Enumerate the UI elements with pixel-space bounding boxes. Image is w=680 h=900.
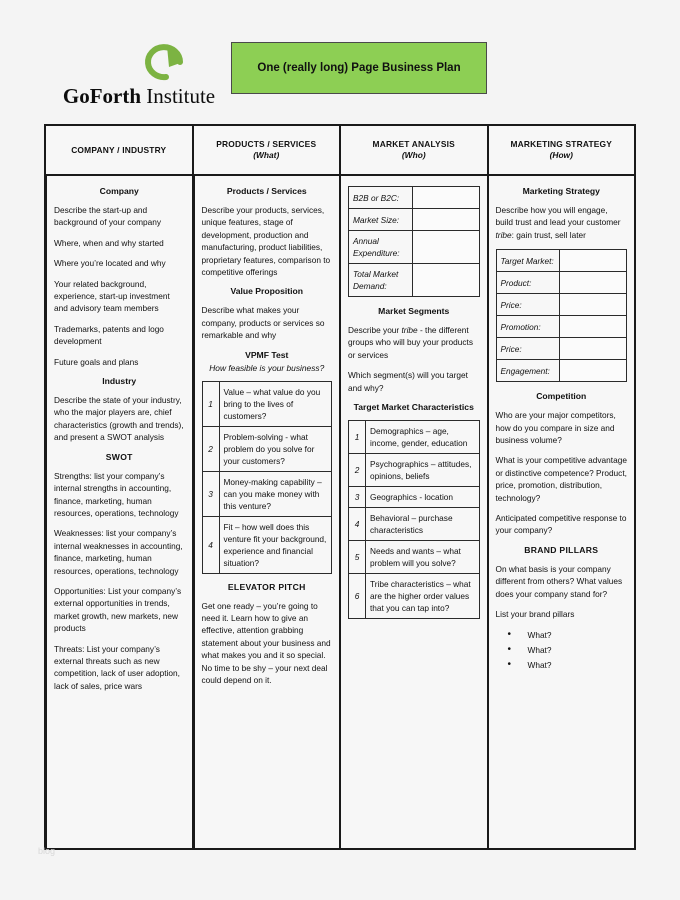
table-row [349, 487, 480, 508]
section-heading-elevator-pitch: ELEVATOR PITCH [227, 581, 306, 592]
body-text: Trademarks, patents and logo development [54, 323, 164, 347]
section-heading-value-proposition: Value Proposition [230, 286, 304, 297]
row-text: Value – what value do you bring to the lives of customers? [219, 381, 332, 426]
table-row [202, 426, 332, 471]
section-heading-marketing-strategy: Marketing Strategy [522, 186, 600, 196]
section-heading-vpmf-test: VPMF Test [245, 349, 289, 360]
row-number: 3 [202, 471, 219, 516]
list-item: • What? [508, 658, 628, 673]
body-text: Future goals and plans [54, 356, 139, 367]
body-text: Who are your major competitors, how do you compare in size and business volume? [495, 410, 616, 446]
field-value-annual-expenditure[interactable] [412, 231, 479, 264]
body-text: Where, when and why started [54, 237, 164, 248]
list-item: • What? [508, 643, 628, 658]
plan-grid [44, 124, 636, 850]
field-row [496, 294, 627, 316]
row-number: 2 [202, 426, 219, 471]
body-text: Anticipated competitive response to your company? [495, 513, 627, 536]
field-row [496, 316, 627, 338]
column-market-analysis [341, 126, 489, 848]
row-text: Needs and wants – what problem will you solve? [366, 541, 480, 574]
field-label: Price: [496, 338, 560, 360]
row-number: 5 [349, 541, 366, 574]
field-row [349, 187, 480, 209]
field-label: Promotion: [496, 316, 560, 338]
body-text: Opportunities: List your company’s external opportunities in trends, market growth, new markets, new products [54, 585, 182, 634]
field-label: Engagement: [496, 360, 560, 382]
row-number: 4 [202, 516, 219, 573]
table-row [202, 471, 332, 516]
field-value-price-2[interactable] [560, 338, 627, 360]
section-heading-industry: Industry [102, 376, 137, 387]
body-text: Describe the start-up and background of your company [54, 205, 162, 228]
row-number: 3 [349, 487, 366, 508]
body-text: Get one ready – you’re going to need it. Learn how to give an effective, attention grabbing statement about your business and what makes you and it so special. No time to be shy – your next deal could depend on it. [201, 600, 331, 686]
section-heading-company: Company [99, 186, 139, 196]
body-text: Describe the state of your industry, who the major players are, chief characteristics (growth and trends), and present a SWOT analysis [54, 395, 184, 443]
field-value-b2b-or-b2c[interactable] [412, 187, 479, 209]
row-number: 1 [349, 421, 366, 454]
row-text: Behavioral – purchase characteristics [366, 508, 480, 541]
field-label: Price: [496, 294, 560, 316]
section-heading-brand-pillars: BRAND PILLARS [524, 544, 599, 555]
field-value-target-market[interactable] [560, 250, 627, 272]
field-label: B2B or B2C: [349, 187, 413, 209]
field-row [496, 250, 627, 272]
brand-name [44, 84, 234, 109]
body-text: Where you’re located and why [54, 258, 166, 269]
column-header-products-services [194, 126, 340, 176]
column-title: MARKETING STRATEGY [510, 139, 613, 149]
brand-pillars-list [496, 628, 628, 673]
page-title: One (really long) Page Business Plan [257, 62, 461, 74]
table-row [202, 516, 332, 573]
vpmf-table [202, 381, 333, 574]
table-row [349, 421, 480, 454]
list-item: • What? [508, 628, 628, 643]
brand-name-bold: GoForth [62, 84, 142, 108]
field-row [496, 338, 627, 360]
field-row [349, 264, 480, 297]
row-number: 4 [349, 508, 366, 541]
column-body-company-industry [46, 176, 192, 848]
field-value-price[interactable] [560, 294, 627, 316]
row-text: Problem-solving - what problem do you solve for your customers? [219, 426, 332, 471]
body-text: Threats: List your company’s external threats such as new competition, lack of user adoption, lack of sales, price wars [54, 643, 180, 691]
marketing-mix-fields [496, 249, 628, 382]
section-heading-competition: Competition [536, 391, 587, 402]
row-text: Demographics – age, income, gender, education [366, 421, 480, 454]
section-heading-products-services: Products / Services [226, 186, 307, 196]
row-text: Tribe characteristics – what are the higher order values that you can tap into? [366, 574, 480, 619]
field-row [496, 360, 627, 382]
field-row [349, 209, 480, 231]
page-header [0, 0, 680, 120]
body-text: Describe your products, services, unique features, stage of development, production and manufacturing, product liabilities, proprietary features, comparison to competitive offerings [201, 205, 331, 278]
column-body-market-analysis [341, 176, 487, 848]
body-text: List your brand pillars [495, 609, 575, 620]
column-body-marketing-strategy [489, 176, 635, 848]
column-subtitle: (Who) [401, 150, 426, 160]
row-number: 1 [202, 381, 219, 426]
market-analysis-fields [348, 186, 480, 297]
green-circular-arrow-icon [140, 38, 192, 86]
body-text: On what basis is your company different from others? What values does your company stand for? [495, 563, 623, 599]
page-watermark: blog [38, 846, 56, 856]
row-text: Geographics - location [366, 487, 480, 508]
row-number: 2 [349, 454, 366, 487]
body-text: Describe how you will engage, build trust and lead your customer tribe: gain trust, sell later [495, 205, 621, 240]
field-value-engagement[interactable] [560, 360, 627, 382]
field-value-total-market-demand[interactable] [412, 264, 479, 297]
column-subtitle: (What) [253, 150, 280, 160]
column-title: COMPANY / INDUSTRY [71, 144, 167, 155]
table-row [349, 508, 480, 541]
field-value-promotion[interactable] [560, 316, 627, 338]
row-text: Money-making capability – can you make money with this venture? [219, 471, 332, 516]
table-row [202, 381, 332, 426]
column-products-services [194, 126, 342, 848]
row-text: Fit – how well does this venture fit your background, experience and financial situation? [219, 516, 332, 573]
column-title: PRODUCTS / SERVICES [216, 139, 317, 149]
body-text: Your related background, experience, start-up investment and advisory team members [54, 278, 170, 314]
table-row [349, 454, 480, 487]
section-heading-market-segments: Market Segments [378, 306, 450, 316]
field-value-market-size[interactable] [412, 209, 479, 231]
field-label: Target Market: [496, 250, 560, 272]
body-text: Strengths: list your company’s internal strengths in accounting, finance, marketing, human resources, operations, technology [54, 470, 179, 518]
field-row [496, 272, 627, 294]
row-number: 6 [349, 574, 366, 619]
table-row [349, 574, 480, 619]
table-row [349, 541, 480, 574]
column-title: MARKET ANALYSIS [372, 139, 455, 149]
body-text: Describe your tribe - the different groups who will buy your products or services [348, 325, 473, 360]
target-market-table [348, 420, 480, 619]
column-company-industry [46, 126, 194, 848]
column-marketing-strategy [489, 126, 635, 848]
column-header-market-analysis [341, 126, 487, 176]
column-header-marketing-strategy [489, 126, 635, 176]
section-heading-target-market-characteristics: Target Market Characteristics [353, 402, 474, 413]
field-label: Market Size: [349, 209, 413, 231]
title-banner [231, 42, 487, 94]
row-text: Psychographics – attitudes, opinions, beliefs [366, 454, 480, 487]
section-subheading-vpmf-test: How feasible is your business? [209, 362, 325, 373]
field-label: Total Market Demand: [349, 264, 413, 297]
section-heading-swot: SWOT [105, 451, 133, 462]
field-value-product[interactable] [560, 272, 627, 294]
body-text: Weaknesses: list your company’s internal weaknesses in accounting, finance, marketing, human resources, operations, technology [54, 528, 183, 576]
column-subtitle: (How) [549, 150, 573, 160]
body-text: Which segment(s) will you target and why? [348, 370, 468, 393]
field-label: Product: [496, 272, 560, 294]
field-row [349, 231, 480, 264]
body-text: What is your competitive advantage or distinctive competence? Product, price, promotion, distribution, technology? [495, 455, 627, 503]
brand-name-light: Institute [141, 84, 216, 108]
column-header-company-industry [46, 126, 192, 176]
field-label: Annual Expenditure: [349, 231, 413, 264]
body-text: Describe what makes your company, products or services so remarkable and why [201, 305, 325, 341]
column-body-products-services [194, 176, 340, 848]
